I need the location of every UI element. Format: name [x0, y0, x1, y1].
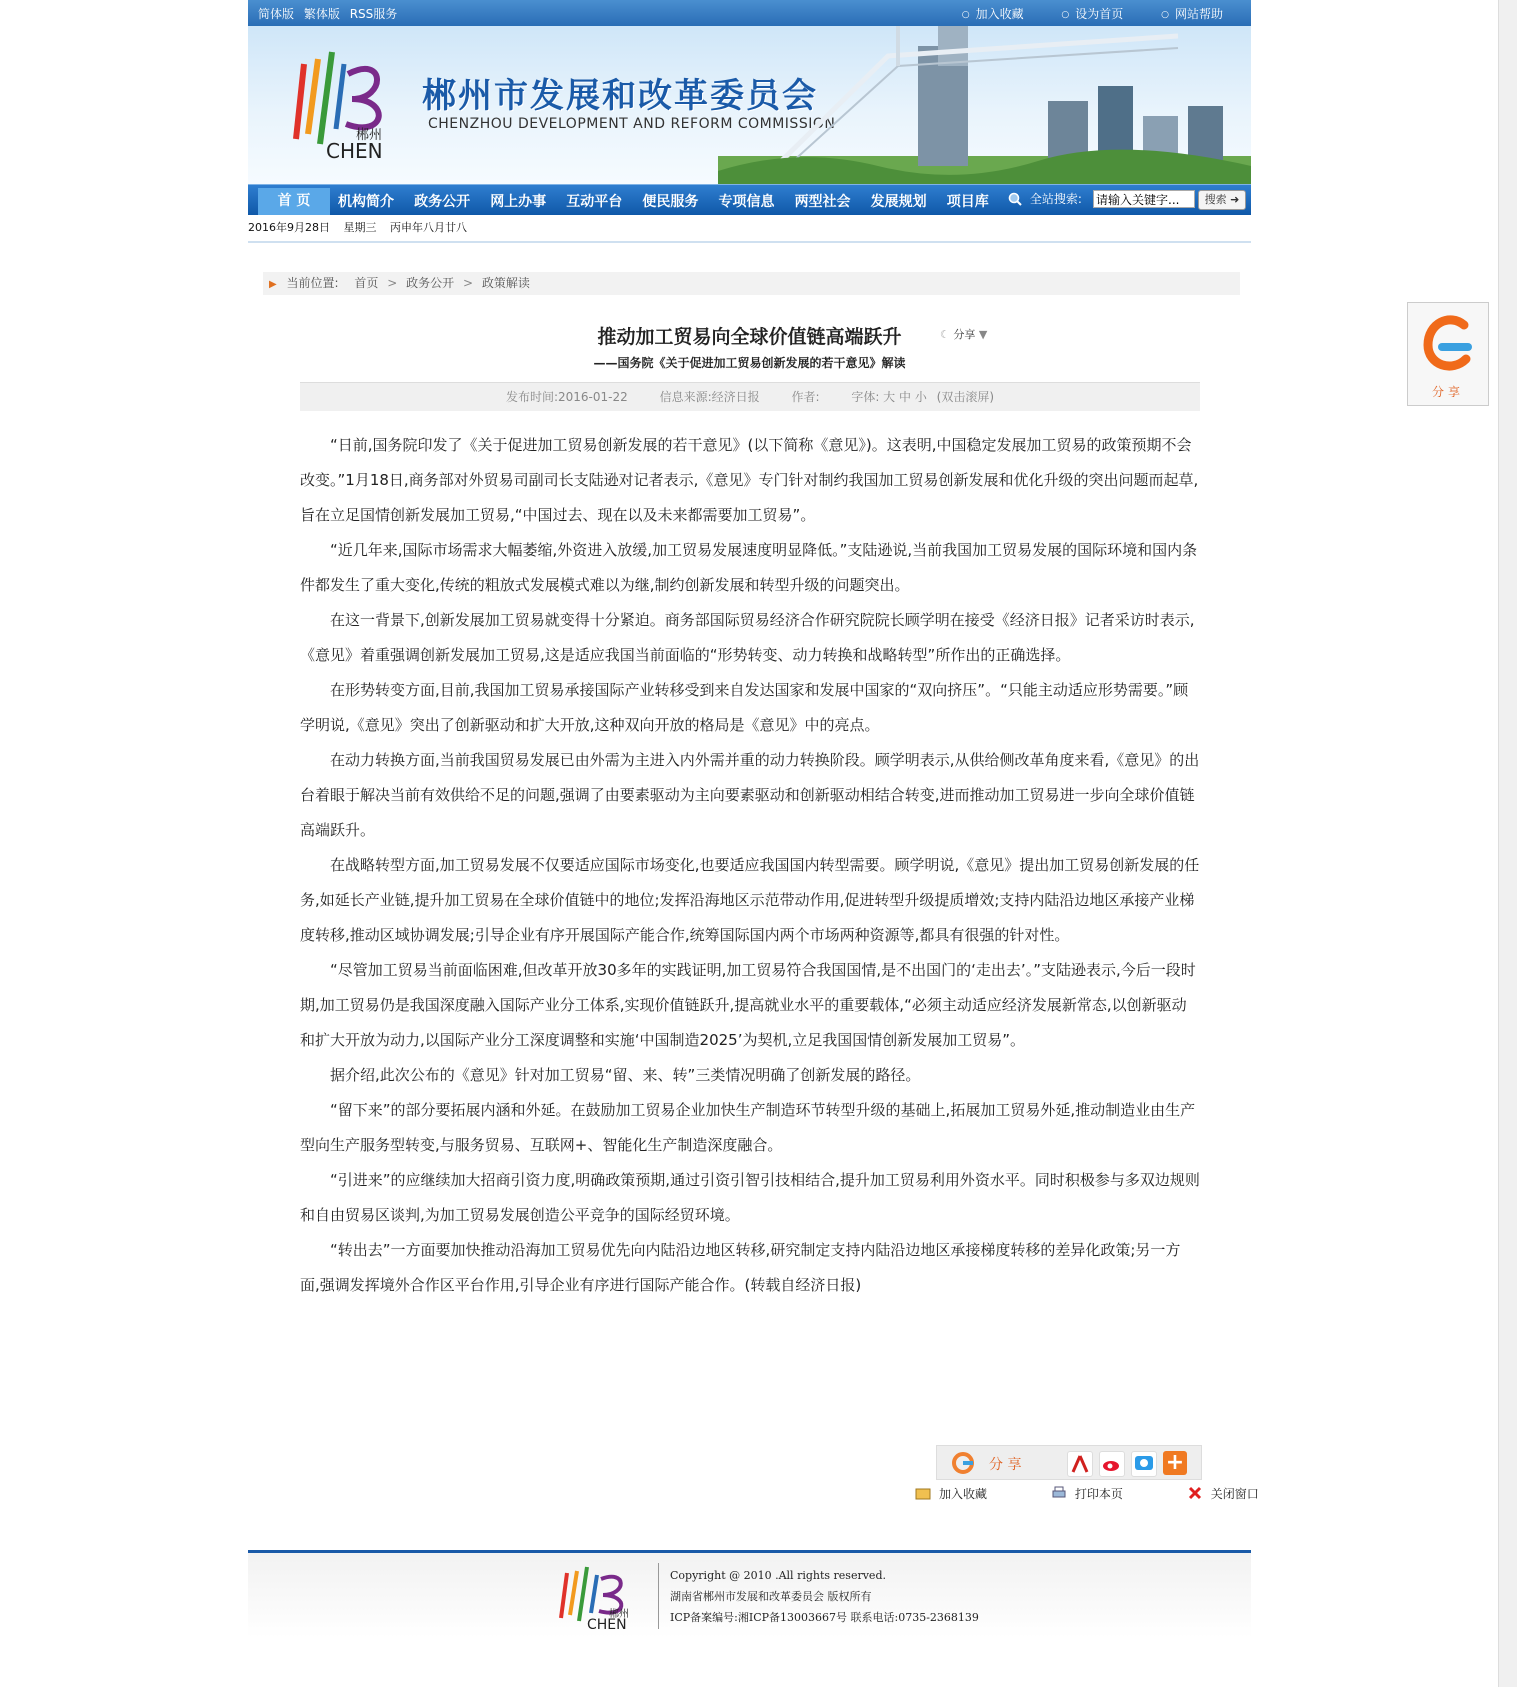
breadcrumb-home[interactable]: 首页	[354, 276, 379, 290]
close-icon	[1187, 1486, 1203, 1500]
article-paragraph: 在形势转变方面,目前,我国加工贸易承接国际产业转移受到来自发达国家和发展中国家的“双向挤压”。“只能主动适应形势需要。”顾学明说,《意见》突出了创新驱动和扩大开放,这种双向开放的格局是《意见》中的亮点。	[300, 681, 1189, 734]
link-add-favorite[interactable]: ○ 加入收藏	[962, 7, 1024, 21]
article-paragraph: “留下来”的部分要拓展内涵和外延。在鼓励加工贸易企业加快生产制造环节转型升级的基础上,拓展加工贸易外延,推动制造业由生产型向生产服务型转变,与服务贸易、互联网+、智能化生产制造深度融合。	[300, 1101, 1196, 1154]
nav-items	[338, 191, 1004, 211]
share-logo-icon[interactable]	[951, 1451, 975, 1475]
owner: 湖南省郴州市发展和改革委员会 版权所有	[670, 1590, 872, 1603]
favorite-folder-icon	[915, 1486, 931, 1500]
nav-home[interactable]: 首 页	[258, 188, 330, 215]
tool-close-window[interactable]: 关闭窗口	[1187, 1487, 1289, 1501]
nav-item-gov-affairs[interactable]: 政务公开	[414, 194, 471, 210]
footer-logo	[553, 1563, 643, 1631]
site-search	[1008, 190, 1082, 207]
article-title: 推动加工贸易向全球价值链高端跃升	[597, 326, 902, 348]
header-banner	[248, 26, 1251, 184]
article-paragraph: 在动力转换方面,当前我国贸易发展已由外需为主进入内外需并重的动力转换阶段。顾学明表示,从供给侧改革角度来看,《意见》的出台着眼于解决当前有效供给不足的问题,强调了由要素驱动为主向要素驱动和创新驱动相结合转变,进而推动加工贸易进一步向全球价值链高端跃升。	[300, 751, 1200, 839]
nav-item-convenience[interactable]: 便民服务	[642, 194, 699, 210]
link-site-help[interactable]: ○ 网站帮助	[1161, 7, 1223, 21]
floating-share-label: 分享	[1431, 385, 1464, 399]
svg-text:郴州: 郴州	[356, 128, 383, 143]
page-tools	[915, 1485, 1319, 1502]
renren-icon[interactable]	[1067, 1451, 1093, 1477]
nav-item-special-info[interactable]: 专项信息	[718, 194, 775, 210]
vertical-scrollbar[interactable]	[1498, 0, 1517, 1687]
breadcrumb-policy[interactable]: 政策解读	[481, 276, 530, 290]
site-title-en: CHENZHOU DEVELOPMENT AND REFORM COMMISSION	[428, 116, 836, 132]
tool-add-favorite[interactable]: 加入收藏	[915, 1487, 1021, 1501]
top-bar	[248, 0, 1251, 26]
share-bar	[936, 1445, 1202, 1480]
article-paragraph: “尽管加工贸易当前面临困难,但改革开放30多年的实践证明,加工贸易符合我国国情,是不出国门的‘走出去’。”支陆逊表示,今后一段时期,加工贸易仍是我国深度融入国际产业分工体系,实现价值链跃升,提高就业水平的重要载体,“必须主动适应经济发展新常态,以创新驱动和扩大开放为动力,以国际产业分工深度调整和实施‘中国制造2025’为契机,立足我国国情创新发展加工贸易”。	[300, 961, 1196, 1049]
nav-item-online-service[interactable]: 网上办事	[490, 194, 547, 210]
article-paragraph: 据介绍,此次公布的《意见》针对加工贸易“留、来、转”三类情况明确了创新发展的路径。	[330, 1066, 921, 1084]
print-icon	[1051, 1486, 1067, 1500]
lunar-date: 丙申年八月廿八	[390, 221, 467, 234]
date-bar	[248, 215, 1251, 243]
share-label[interactable]: 分 享	[989, 1457, 1022, 1473]
site-title: 郴州市发展和改革委员会	[422, 76, 818, 116]
nav-item-planning[interactable]: 发展规划	[870, 194, 927, 210]
tool-print-page[interactable]: 打印本页	[1051, 1487, 1157, 1501]
top-right-links	[928, 5, 1223, 22]
scroll-hint: (双击滚屏)	[936, 390, 995, 404]
tencent-weibo-icon[interactable]	[1131, 1451, 1157, 1477]
footer-text	[670, 1565, 979, 1628]
share-logo-icon	[1420, 311, 1476, 377]
banner-cityscape-image	[718, 26, 1251, 184]
search-label: 全站搜索:	[1029, 192, 1082, 206]
author: 作者:	[791, 390, 820, 404]
breadcrumb-arrow-icon: ▶	[269, 279, 277, 290]
article-paragraph: “日前,国务院印发了《关于促进加工贸易创新发展的若干意见》(以下简称《意见》)。这表明,中国稳定发展加工贸易的政策预期不会改变。”1月18日,商务部对外贸易司副司长支陆逊对记者表示,《意见》专门针对制约我国加工贸易创新发展和优化升级的突出问题而起草,旨在立足国情创新发展加工贸易,“中国过去、现在以及未来都需要加工贸易”。	[300, 436, 1199, 524]
current-date: 2016年9月28日	[248, 221, 330, 234]
footer-divider	[658, 1563, 659, 1629]
publish-time: 发布时间:2016-01-22	[505, 390, 628, 404]
floating-share-button[interactable]	[1407, 302, 1489, 406]
chevron-right-icon: >	[387, 276, 398, 290]
article-paragraph: 在这一背景下,创新发展加工贸易就变得十分紧迫。商务部国际贸易经济合作研究院院长顾学明在接受《经济日报》记者采访时表示,《意见》着重强调创新发展加工贸易,这是适应我国当前面临的“形势转变、动力转换和战略转型”所作出的正确选择。	[300, 611, 1195, 664]
link-traditional[interactable]: 繁体版	[303, 7, 340, 21]
weibo-icon[interactable]	[1099, 1451, 1125, 1477]
breadcrumb-gov-affairs[interactable]: 政务公开	[406, 276, 455, 290]
chevron-right-icon: >	[462, 276, 474, 290]
link-rss[interactable]: RSS服务	[349, 7, 398, 21]
article-paragraph: 在战略转型方面,加工贸易发展不仅要适应国际市场变化,也要适应我国国内转型需要。顾学明说,《意见》提出加工贸易创新发展的任务,如延长产业链,提升加工贸易在全球价值链中的地位;发挥沿海地区示范带动作用,促进转型升级提质增效;支持内陆沿边地区承接产业梯度转移,推动区域协调发展;引导企业有序开展国际产能合作,统筹国际国内两个市场两种资源等,都具有很强的针对性。	[300, 856, 1200, 944]
link-simplified[interactable]: 简体版	[258, 7, 295, 21]
svg-text:郴州: 郴州	[609, 1609, 629, 1620]
copyright: Copyright @ 2010 .All rights reserved.	[670, 1569, 886, 1582]
search-button[interactable]: 搜索 ➜	[1198, 190, 1246, 210]
chenzhou-logo[interactable]	[286, 44, 396, 164]
current-weekday: 星期三	[343, 221, 377, 234]
nav-item-project-lib[interactable]: 项目库	[946, 194, 989, 210]
top-left-links	[258, 5, 403, 22]
page-wrapper	[248, 0, 1251, 243]
article-content	[300, 428, 1200, 1303]
nav-item-interaction[interactable]: 互动平台	[566, 194, 623, 210]
article-subtitle: ——国务院《关于促进加工贸易创新发展的若干意见》解读	[593, 356, 906, 370]
article-meta	[300, 382, 1200, 411]
breadcrumb-label: 当前位置:	[286, 276, 339, 290]
link-set-homepage[interactable]: ○ 设为首页	[1061, 7, 1123, 21]
breadcrumb	[263, 272, 1240, 295]
footer	[248, 1550, 1251, 1638]
search-icon	[1008, 192, 1022, 206]
nav-item-two-type[interactable]: 两型社会	[794, 194, 851, 210]
more-share-plus-icon[interactable]: +	[1163, 1451, 1187, 1475]
article-paragraph: “引进来”的应继续加大招商引资力度,明确政策预期,通过引资引智引技相结合,提升加工贸易利用外资水平。同时积极参与多双边规则和自由贸易区谈判,为加工贸易发展创造公平竞争的国际经贸环境。	[300, 1171, 1200, 1224]
share-small-icon: ☾	[940, 328, 950, 341]
share-dropdown[interactable]: ☾ 分享 ▼	[940, 328, 988, 341]
icp-contact: ICP备案编号:湘ICP备13003667号 联系电话:0735-2368139	[670, 1611, 979, 1624]
nav-item-about[interactable]: 机构简介	[338, 194, 394, 210]
chevron-down-icon: ▼	[978, 328, 988, 341]
info-source: 信息来源:经济日报	[659, 390, 760, 404]
article-paragraph: “转出去”一方面要加快推动沿海加工贸易优先向内陆沿边地区转移,研究制定支持内陆沿边地区承接梯度转移的差异化政策;另一方面,强调发挥境外合作区平台作用,引导企业有序进行国际产能合作。(转载自经济日报)	[300, 1241, 1181, 1294]
search-input[interactable]	[1093, 190, 1195, 208]
main-nav	[248, 184, 1251, 215]
svg-text:CHEN: CHEN	[587, 1617, 627, 1631]
font-size-controls[interactable]: 字体: 大 中 小	[851, 390, 927, 404]
article-paragraph: “近几年来,国际市场需求大幅萎缩,外资进入放缓,加工贸易发展速度明显降低。”支陆逊说,当前我国加工贸易发展的国际环境和国内条件都发生了重大变化,传统的粗放式发展模式难以为继,制约创新发展和转型升级的问题突出。	[300, 541, 1198, 594]
svg-text:CHEN: CHEN	[326, 139, 383, 163]
